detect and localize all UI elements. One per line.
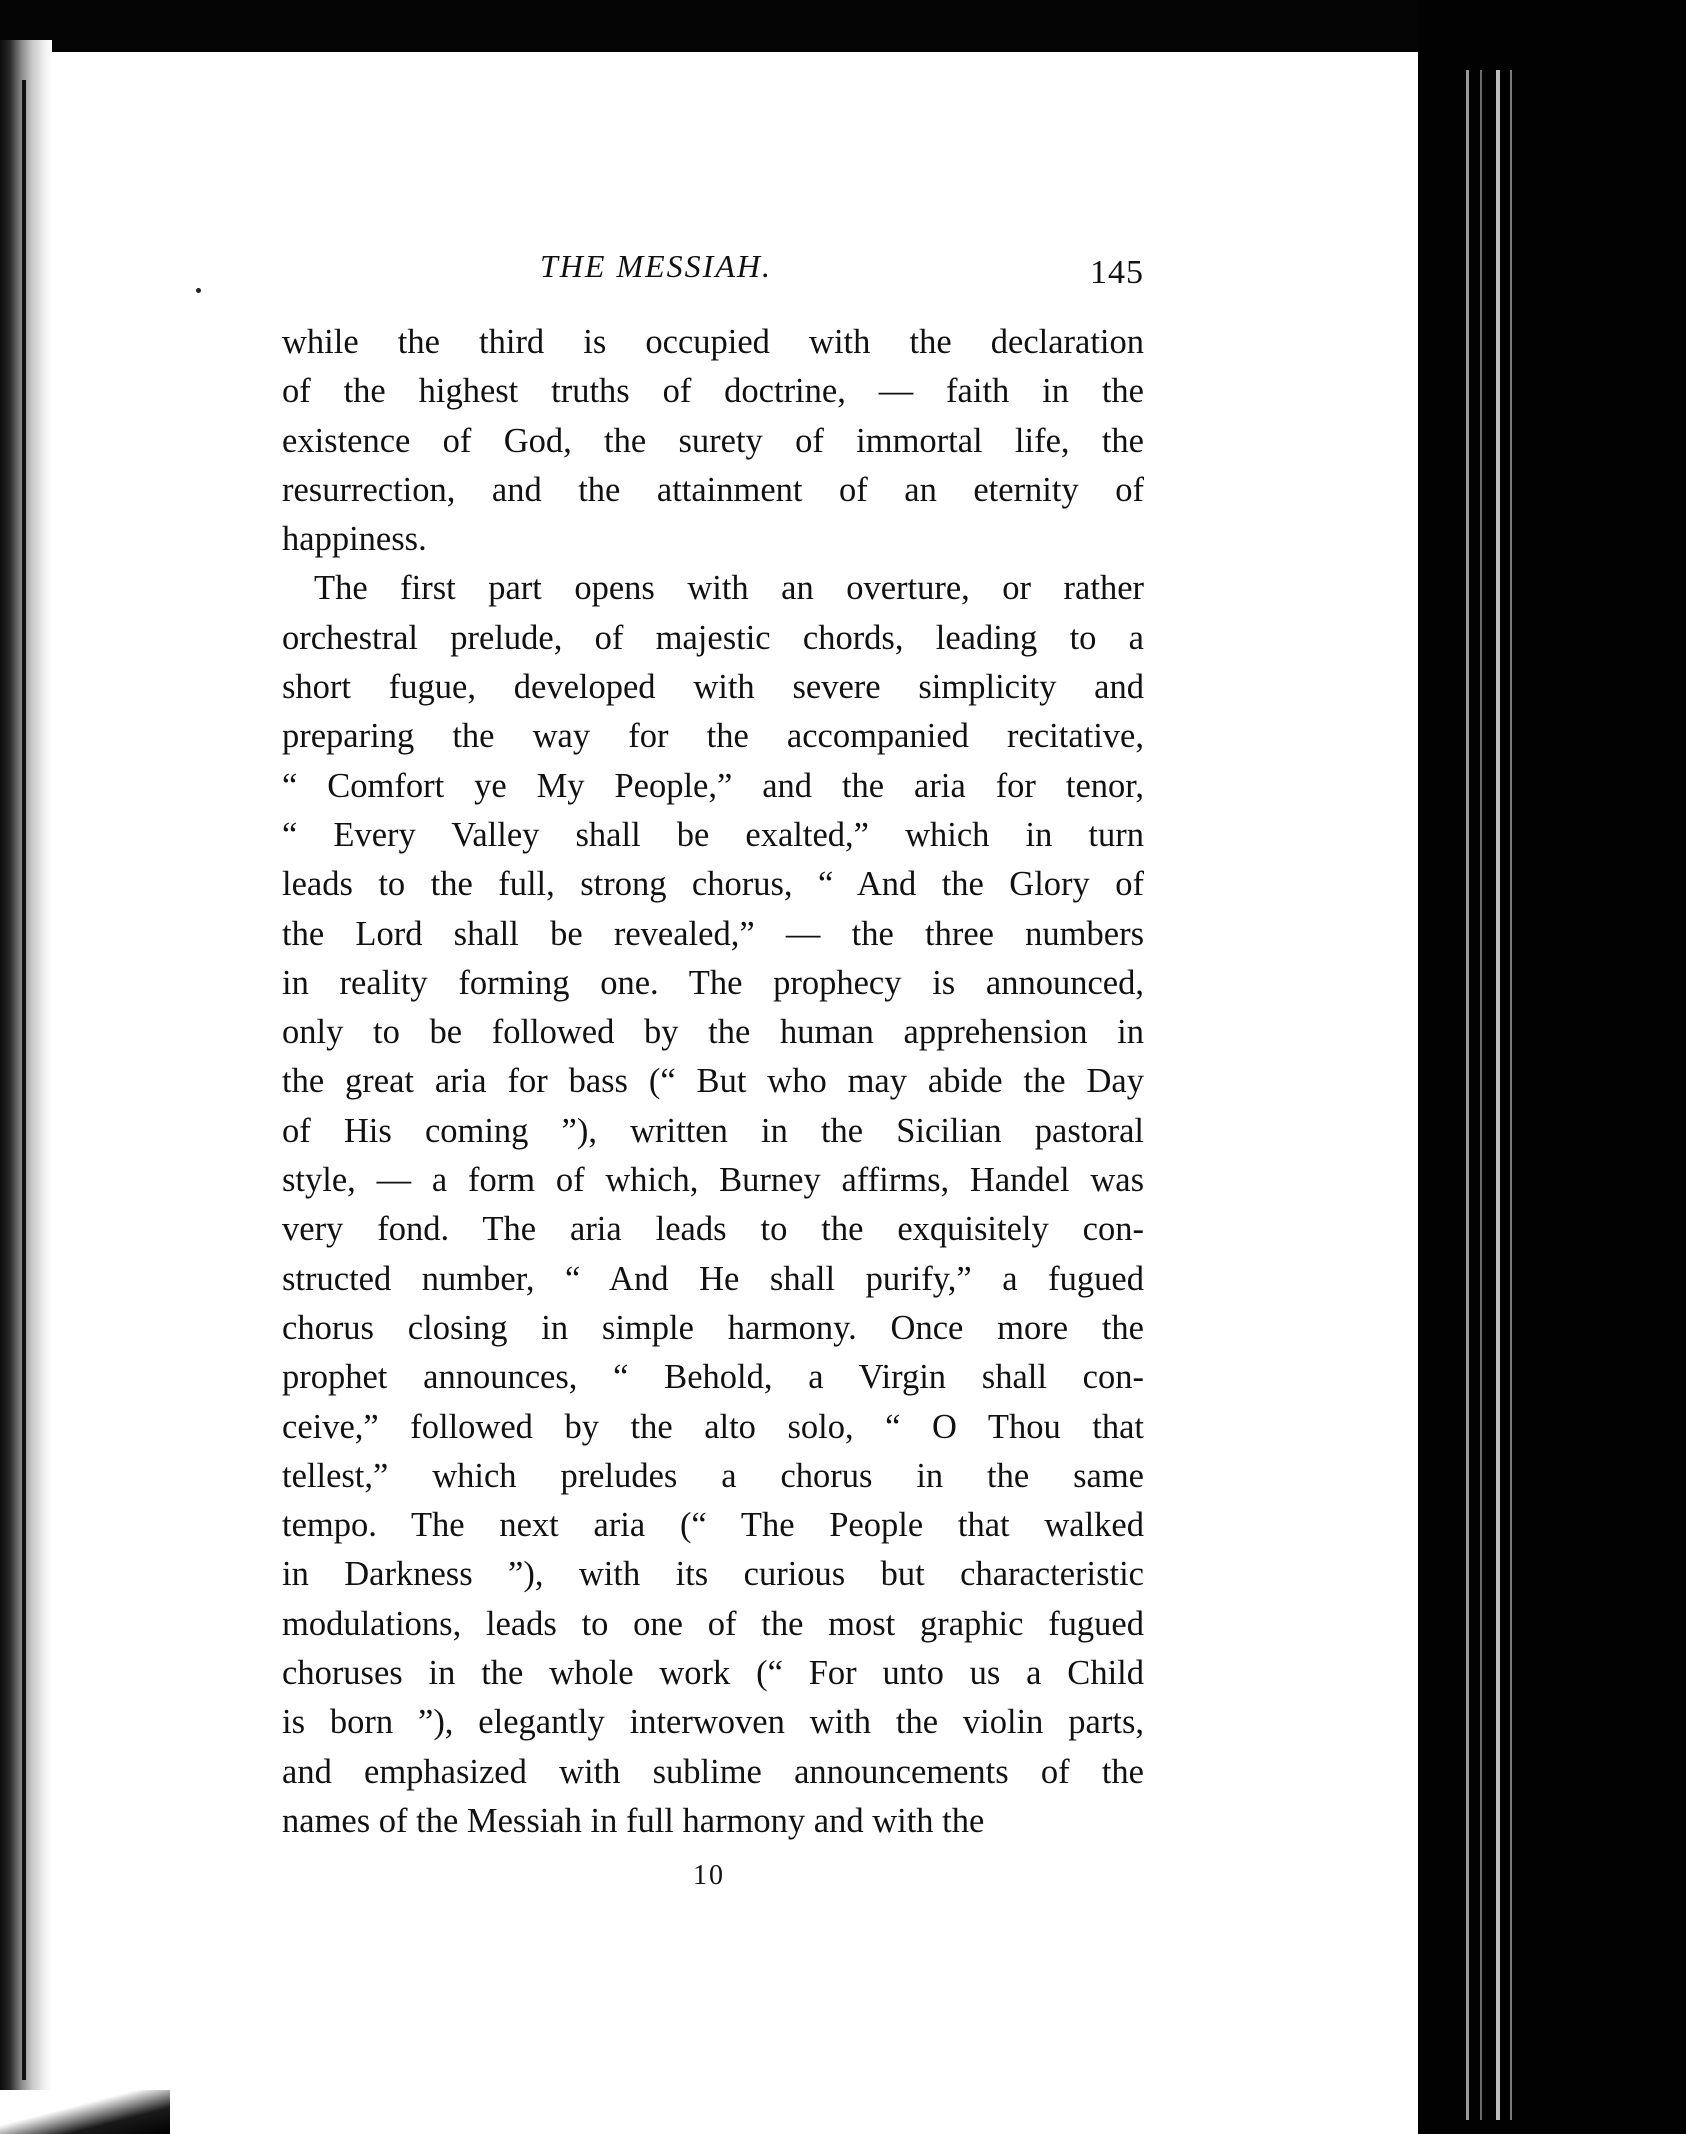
scan-speck xyxy=(196,288,201,293)
scan-right-border xyxy=(1418,0,1686,2134)
text-line: tempo. The next aria (“ The People that walked xyxy=(282,1506,1144,1545)
text-line: while the third is occupied with the declaration xyxy=(282,323,1144,361)
text-line: resurrection, and the attainment of an eternity of xyxy=(282,470,1144,509)
text-line: in reality forming one. The prophecy is announced, xyxy=(282,963,1144,1002)
text-line: short fugue, developed with severe simplicity and xyxy=(282,668,1144,707)
text-line: choruses in the whole work (“ For unto us a Child xyxy=(282,1654,1144,1693)
text-line: “ Every Valley shall be exalted,” which in turn xyxy=(282,815,1144,854)
paragraph xyxy=(282,564,1144,1846)
text-line: leads to the full, strong chorus, “ And the Glory of xyxy=(282,865,1144,904)
scan-corner-shadow xyxy=(0,2090,170,2134)
text-line: in Darkness ”), with its curious but characteristic xyxy=(282,1555,1144,1594)
text-line: The first part opens with an overture, or rather xyxy=(314,569,1144,608)
signature-mark: 10 xyxy=(693,1860,725,1891)
text-line: is born ”), elegantly interwoven with the violin parts, xyxy=(282,1703,1144,1742)
text-line: the great aria for bass (“ But who may abide the Day xyxy=(282,1062,1144,1101)
text-line: happiness. xyxy=(282,520,427,559)
text-line: orchestral prelude, of majestic chords, leading to a xyxy=(282,618,1144,657)
text-line: and emphasized with sublime announcements of the xyxy=(282,1752,1144,1791)
text-line: preparing the way for the accompanied recitative, xyxy=(282,717,1144,756)
text-line: ceive,” followed by the alto solo, “ O Thou that xyxy=(282,1407,1144,1446)
gutter-dark-line xyxy=(22,80,26,2080)
text-line: tellest,” which preludes a chorus in the same xyxy=(282,1456,1144,1495)
text-line: “ Comfort ye My People,” and the aria for tenor, xyxy=(282,766,1144,805)
body-text xyxy=(282,318,1144,1846)
text-line: style, — a form of which, Burney affirms, Handel was xyxy=(282,1161,1144,1200)
text-line: chorus closing in simple harmony. Once more the xyxy=(282,1308,1144,1347)
book-gutter-shadow xyxy=(0,40,52,2134)
text-line: modulations, leads to one of the most graphic fugued xyxy=(282,1604,1144,1643)
text-line: the Lord shall be revealed,” — the three numbers xyxy=(282,914,1144,953)
running-head-title: THE MESSIAH. xyxy=(540,248,772,284)
text-line: structed number, “ And He shall purify,” a fugued xyxy=(282,1259,1144,1298)
text-line: of His coming ”), written in the Sicilian pastoral xyxy=(282,1111,1144,1150)
paragraph xyxy=(282,318,1144,564)
text-line: names of the Messiah in full harmony and with the xyxy=(282,1801,985,1840)
page-edge-streak xyxy=(1466,70,1469,2120)
page-edge-streak xyxy=(1480,70,1482,2120)
running-head xyxy=(282,248,1144,308)
text-line: very fond. The aria leads to the exquisitely con- xyxy=(282,1210,1144,1249)
text-line: only to be followed by the human apprehension in xyxy=(282,1013,1144,1052)
text-line: of the highest truths of doctrine, — faith in the xyxy=(282,372,1144,411)
page-number: 145 xyxy=(1090,254,1144,291)
text-line: prophet announces, “ Behold, a Virgin shall con- xyxy=(282,1358,1144,1397)
text-line: existence of God, the surety of immortal life, the xyxy=(282,421,1144,460)
page-edge-streak xyxy=(1496,70,1500,2120)
page-edge-streak xyxy=(1510,70,1512,2120)
